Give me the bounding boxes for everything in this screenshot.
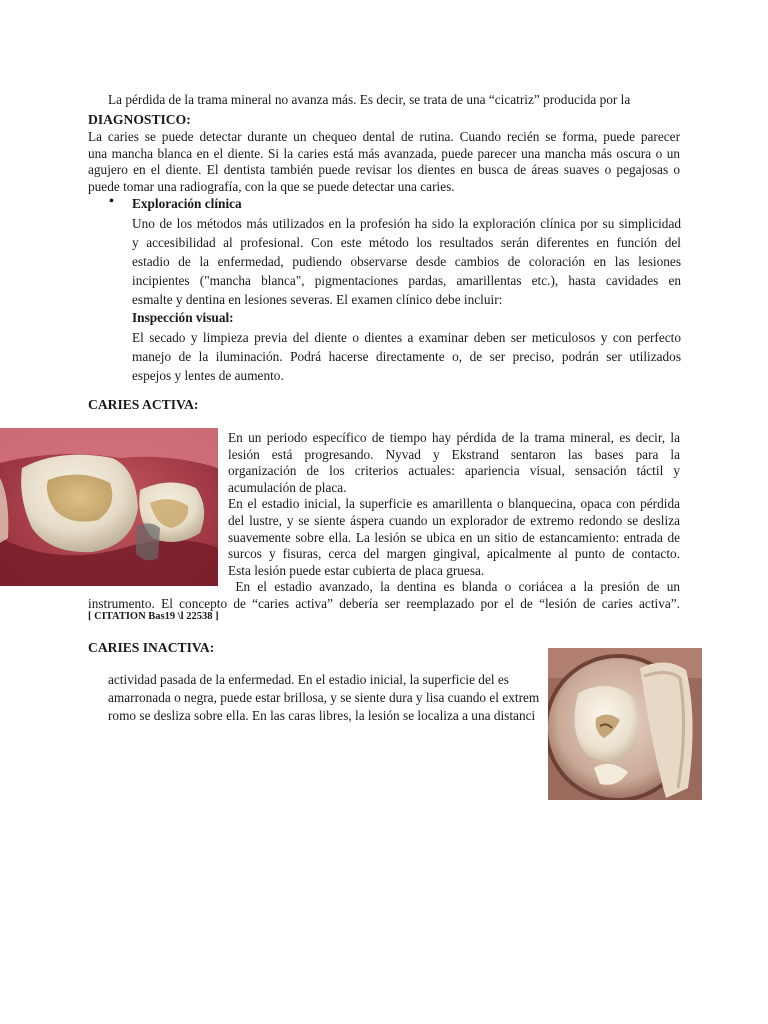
text-line: agujero en el diente. El dentista también puede revisar los dientes en busca de áreas suaves o pegajosas o <box>88 162 680 178</box>
inactive-caries-photo <box>548 648 702 800</box>
active-caries-photo <box>0 428 218 586</box>
diagnostico-heading: DIAGNOSTICO: <box>88 112 191 127</box>
text-line: organización de los criterios actuales: apariencia visual, sensación táctil y <box>228 463 680 479</box>
inspeccion-paragraph <box>132 328 681 385</box>
caries-activa-paragraph <box>228 430 680 596</box>
text-line: En el estadio inicial, la superficie es amarillenta o blanquecina, opaca con pérdida <box>228 496 680 512</box>
text-line: instrumento. El concepto de “caries activa” debería ser reemplazado por el de “lesión de caries activa”. <box>88 596 680 611</box>
text-line: acumulación de placa. <box>228 479 347 495</box>
text-line: El secado y limpieza previa del diente o dientes a examinar deben ser meticulosos y con perfecto <box>132 330 681 345</box>
text-line: En el estadio avanzado, la dentina es blanda o coriácea a la presión de un <box>228 579 680 595</box>
bullet-icon: • <box>109 194 114 209</box>
text-line: amarronada o negra, puede estar brillosa, y se siente dura y lisa cuando el extrem <box>108 690 540 705</box>
text-line: estadio de la enfermedad, pudiendo observarse desde cambios de coloración en las lesiones <box>132 254 681 269</box>
text-line: Esta lesión puede estar cubierta de placa gruesa. <box>228 562 485 578</box>
caries-activa-heading: CARIES ACTIVA: <box>88 397 199 412</box>
text-line: romo se desliza sobre ella. En las caras libres, la lesión se localiza a una distanci <box>108 708 536 723</box>
caries-inactiva-paragraph <box>108 671 548 725</box>
text-line: incipientes ("mancha blanca", pigmentaciones pardas, amarillentas etc.), hasta cavidades en <box>132 273 681 288</box>
exploracion-paragraph <box>132 214 681 309</box>
text-line: lesión está progresando. Nyvad y Ekstrand sentaron las bases para la <box>228 446 680 462</box>
text-line: surcos y fisuras, cerca del margen gingival, apicalmente al punto de contacto. <box>228 546 680 562</box>
caries-inactiva-heading: CARIES INACTIVA: <box>88 640 215 655</box>
citation: [ CITATION Bas19 \l 22538 ] <box>88 611 219 622</box>
text-line: del lustre, y se siente áspera cuando un explorador de extremo redondo se desliza <box>228 512 680 528</box>
exploracion-title: Exploración clínica <box>132 196 242 211</box>
text-line: esmalte y dentina en lesiones severas. El examen clínico debe incluir: <box>132 292 503 307</box>
text-line: y accesibilidad al profesional. Con este método los resultados serán diferentes en función del <box>132 235 681 250</box>
text-line: puede tomar una radiografía, con la que se puede detectar una caries. <box>88 178 455 194</box>
text-line: Uno de los métodos más utilizados en la profesión ha sido la exploración clínica por su simplicidad <box>132 216 681 231</box>
text-line: actividad pasada de la enfermedad. En el estadio inicial, la superficie del es <box>108 672 509 687</box>
text-line: La caries se puede detectar durante un chequeo dental de rutina. Cuando recién se forma, puede parecer <box>88 129 680 144</box>
diagnostico-paragraph <box>88 129 680 195</box>
text-line: suavemente sobre ella. La lesión se ubica en un sitio de estancamiento: entrada de <box>228 529 680 545</box>
text-line: En un periodo específico de tiempo hay pérdida de la trama mineral, es decir, la <box>228 430 680 445</box>
text-line: manejo de la iluminación. Podrá hacerse directamente o, de ser preciso, podrán ser utilizados <box>132 349 681 364</box>
inspeccion-title: Inspección visual: <box>132 310 234 325</box>
text-line: espejos y lentes de aumento. <box>132 368 284 383</box>
text-line: una mancha blanca en el diente. Si la caries está más avanzada, puede parecer una mancha más oscura o un <box>88 145 680 161</box>
intro-line: La pérdida de la trama mineral no avanza más. Es decir, se trata de una “cicatriz” producida por la <box>108 92 631 107</box>
